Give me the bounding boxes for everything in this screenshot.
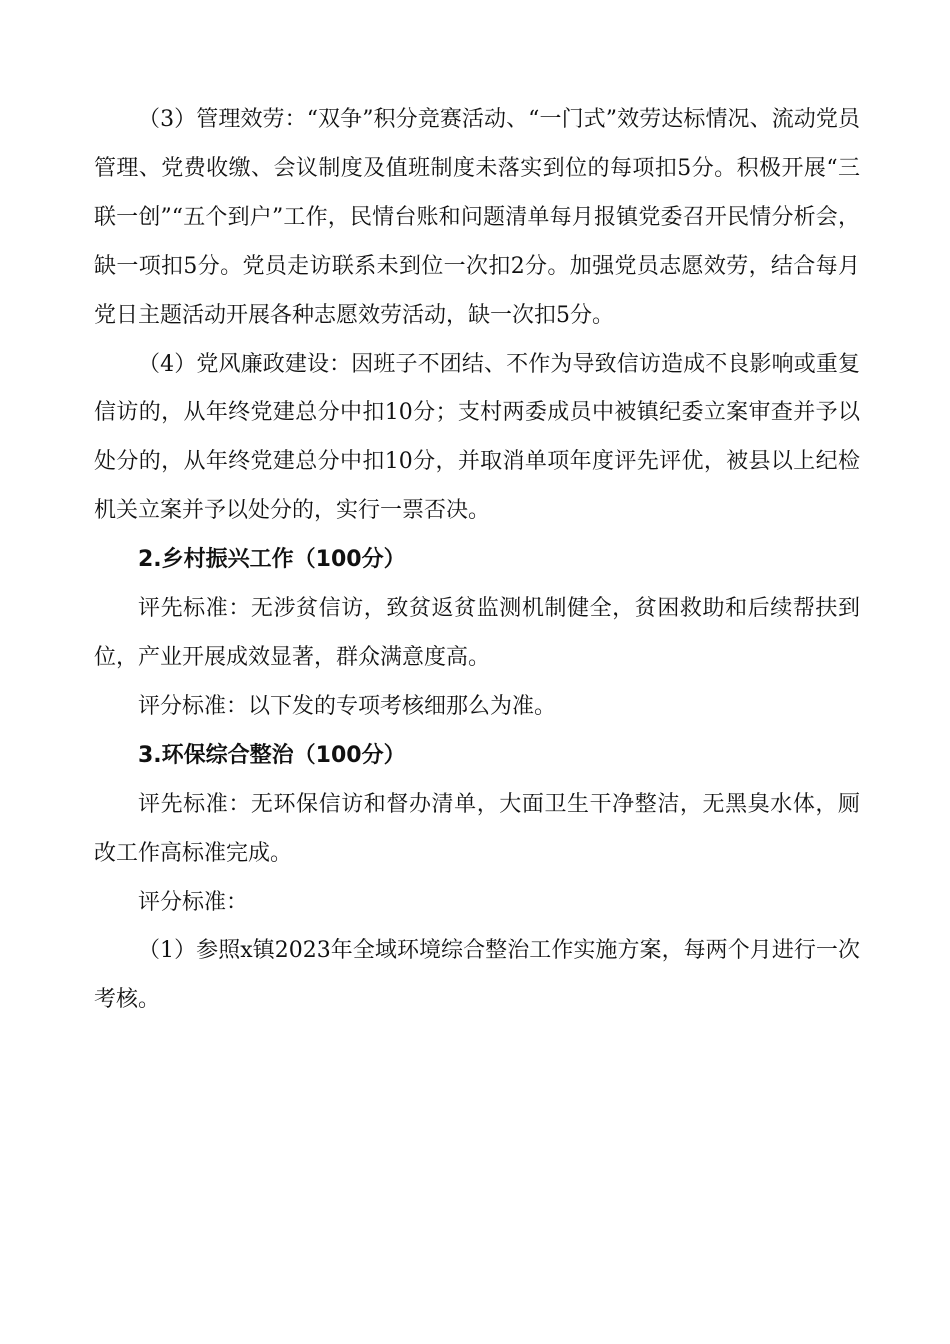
paragraph-environment-scoring-label: 评分标准： (138, 889, 249, 915)
section-heading-environmental-remediation: 3.环保综合整治（100分） (138, 742, 406, 768)
paragraph-rural-scoring-standard: 评分标准：以下发的专项考核细那么为准。 (138, 693, 557, 719)
paragraph-rural-evaluation-standard: 评先标准：无涉贫信访，致贫返贫监测机制健全，贫困救助和后续帮扶到位，产业开展成效显著，群众满意度高。 (94, 596, 860, 670)
paragraph-integrity-building: （4）党风廉政建设：因班子不团结、不作为导致信访造成不良影响或重复信访的，从年终党建总分中扣10分；支村两委成员中被镇纪委立案审查并予以处分的，从年终党建总分中扣10分，并取消单项年度评先评优，被县以上纪检机关立案并予以处分的，实行一票否决。 (94, 351, 860, 524)
paragraph-environment-evaluation-standard: 评先标准：无环保信访和督办清单，大面卫生干净整洁，无黑臭水体，厕改工作高标准完成。 (94, 791, 860, 866)
section-heading-rural-revitalization: 2.乡村振兴工作（100分） (138, 547, 406, 573)
document-body (94, 96, 860, 1025)
paragraph-management-service: （3）管理效劳：“双争”积分竞赛活动、“一门式”效劳达标情况、流动党员管理、党费收缴、会议制度及值班制度未落实到位的每项扣5分。积极开展“三联一创”“五个到户”工作，民情台账和问题清单每月报镇党委召开民情分析会，缺一项扣5分。党员走访联系未到位一次扣2分。加强党员志愿效劳，结合每月党日主题活动开展各种志愿效劳活动，缺一次扣5分。 (94, 107, 860, 328)
paragraph-environment-item-1: （1）参照x镇2023年全域环境综合整治工作实施方案，每两个月进行一次考核。 (94, 938, 860, 1013)
